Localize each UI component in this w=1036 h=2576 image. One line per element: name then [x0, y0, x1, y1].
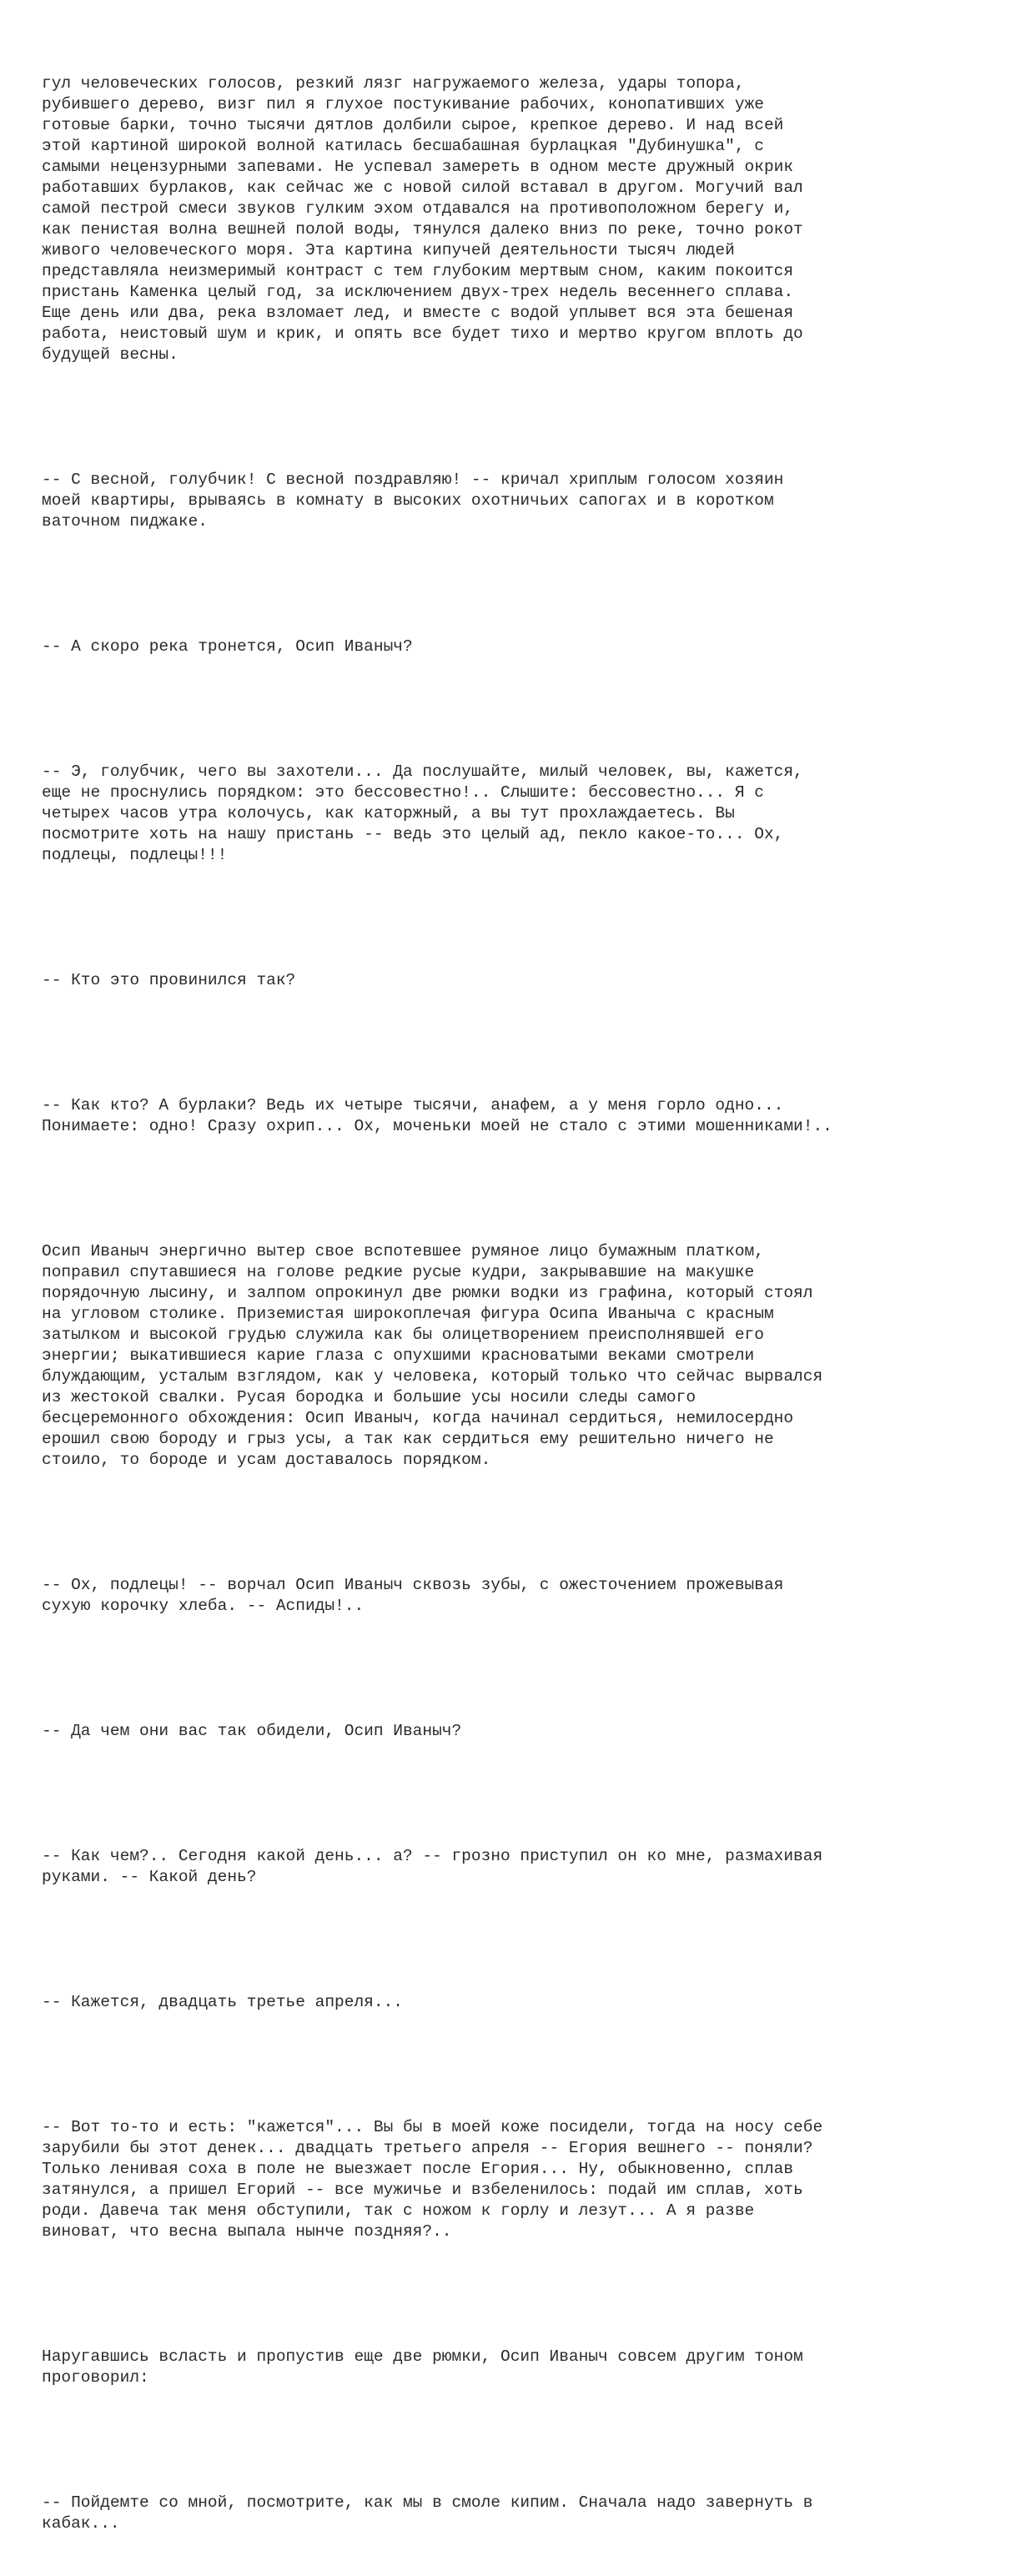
paragraph-gap [42, 1179, 993, 1200]
paragraph-gap [42, 574, 993, 595]
paragraph-gap [42, 1512, 993, 1533]
paragraph: Наругавшись всласть и пропустив еще две рюмки, Осип Иваныч совсем другим тоном проговорил: [42, 2347, 803, 2387]
paragraph: -- Как кто? А бурлаки? Ведь их четыре тысячи, анафем, а у меня горло одно... Понимаете: одно! Сразу охрип... Ох, моченьки моей не стало с этими мошенниками!.. [42, 1096, 832, 1135]
paragraph-gap [42, 2430, 993, 2451]
paragraph: -- Э, голубчик, чего вы захотели... Да послушайте, милый человек, вы, кажется, еще не проснулись порядком: это бессовестно!.. Слышите: бессовестно... Я с четырех часов утра колочусь, как каторжный, а вы тут прохлаждаетесь. Вы посмотрите хоть на нашу пристань -- ведь это целый ад, пекло какое-то... Ох, подлецы, подлецы!!! [42, 762, 803, 864]
paragraph: -- Вот то-то и есть: "кажется"... Вы бы в моей коже посидели, тогда на носу себе зарубили бы этот денек... двадцать третьего апреля -- Егория вешнего -- поняли? Только ленивая соха в поле не выезжает после Егория... Ну, обыкновенно, сплав затянулся, а пришел Егорий -- все мужичье и взбеленилось: подай им сплав, хоть роди. Давеча так меня обступили, так с ножом к горлу и лезут... А я разве виноват, что весна выпала нынче поздняя?.. [42, 2118, 823, 2241]
paragraph-gap [42, 2055, 993, 2075]
paragraph-gap [42, 1033, 993, 1054]
paragraph: -- Да чем они вас так обидели, Осип Иваныч? [42, 1722, 462, 1740]
paragraph-gap [42, 908, 993, 928]
document-body [42, 32, 993, 2576]
paragraph: -- Кто это провинился так? [42, 971, 296, 989]
paragraph-gap [42, 2284, 993, 2305]
paragraph: -- Пойдемте со мной, посмотрите, как мы в смоле кипим. Сначала надо завернуть в кабак... [42, 2493, 813, 2533]
paragraph-gap [42, 1929, 993, 1950]
paragraph-gap [42, 1658, 993, 1679]
paragraph: -- С весной, голубчик! С весной поздравляю! -- кричал хриплым голосом хозяин моей квартиры, врываясь в комнату в высоких охотничьих сапогах и в коротком ваточном пиджаке. [42, 470, 784, 531]
paragraph: гул человеческих голосов, резкий лязг нагружаемого железа, удары топора, рубившего дерево, визг пил я глухое постукивание рабочих, конопативших уже готовые барки, точно тысячи дятлов долбили сырое, крепкое дерево. И над всей этой картиной широкой волной катилась бесшабашная бурлацкая "Дубинушка", с самыми нецензурными запевами. Не успевал замереть в одном месте дружный окрик работавших бурлаков, как сейчас же с новой силой вставал в другом. Могучий вал самой пестрой смеси звуков гулким эхом отдавался на противоположном берегу и, как пенистая волна вешней полой воды, тянулся далеко вниз по реке, точно рокот живого человеческого моря. Эта картина кипучей деятельности тысяч людей представляла неизмеримый контраст с тем глубоким мертвым сном, каким покоится пристань Каменка целый год, за исключением двух-трех недель весеннего сплава. Еще день или два, река взломает лед, и вместе с водой уплывет вся эта бешеная работа, неистовый шум и крик, и опять все будет тихо и мертво кругом вплоть до будущей весны. [42, 74, 803, 364]
paragraph: Осип Иваныч энергично вытер свое вспотевшее румяное лицо бумажным платком, поправил спутавшиеся на голове редкие русые кудри, закрывавшие на макушке порядочную лысину, и залпом опрокинул две рюмки водки из графина, который стоял на угловом столике. Приземистая широкоплечая фигура Осипа Иваныча с красным затылком и высокой грудью служила как бы олицетворением преисполнявшей его энергии; выкатившиеся карие глаза с опухшими красноватыми веками смотрели блуждающим, усталым взглядом, как у человека, который только что сейчас вырвался из жестокой свалки. Русая бородка и большие усы носили следы самого бесцеремонного обхождения: Осип Иваныч, когда начинал сердиться, немилосердно ерошил свою бороду и грыз усы, а так как сердиться ему решительно ничего не стоило, то бороде и усам доставалось порядком. [42, 1242, 823, 1469]
paragraph-gap [42, 407, 993, 428]
paragraph-gap [42, 1784, 993, 1804]
paragraph: -- Ох, подлецы! -- ворчал Осип Иваныч сквозь зубы, с ожесточением прожевывая сухую корочку хлеба. -- Аспиды!.. [42, 1576, 784, 1615]
paragraph: -- Кажется, двадцать третье апреля... [42, 1993, 403, 2011]
paragraph: -- Как чем?.. Сегодня какой день... а? -- грозно приступил он ко мне, размахивая руками. -- Какой день? [42, 1847, 823, 1886]
paragraph: -- А скоро река тронется, Осип Иваныч? [42, 637, 413, 656]
paragraph-gap [42, 699, 993, 720]
